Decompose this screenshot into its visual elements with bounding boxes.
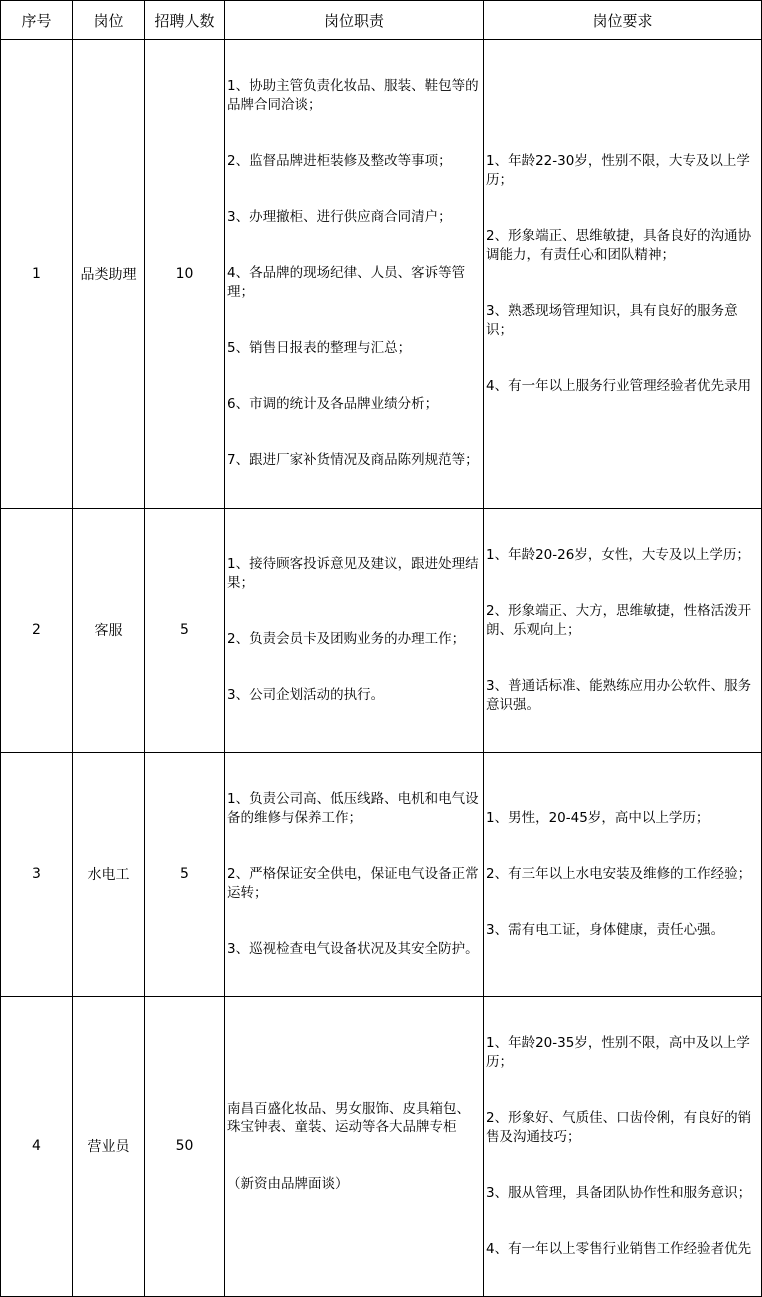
requirement-item: 1、年龄20-35岁，性别不限，高中及以上学历； (486, 1035, 750, 1070)
requirement-item: 1、年龄22-30岁，性别不限，大专及以上学历； (486, 153, 750, 188)
requirement-item: 2、有三年以上水电安装及维修的工作经验； (486, 865, 752, 882)
header-requirements: 岗位要求 (484, 1, 762, 40)
requirement-item: 3、需有电工证，身体健康，责任心强。 (486, 922, 725, 939)
duty-item: 3、巡视检查电气设备状况及其安全防护。 (227, 940, 479, 957)
duty-item: 1、协助主管负责化妆品、服装、鞋包等的品牌合同洽谈； (227, 78, 479, 114)
header-count: 招聘人数 (145, 1, 225, 40)
duty-item: 4、各品牌的现场纪律、人员、客诉等管理； (227, 265, 466, 301)
duty-item: 2、负责会员卡及团购业务的办理工作； (227, 631, 466, 648)
header-duties: 岗位职责 (225, 1, 484, 40)
table-row (1, 508, 762, 752)
cell-position: 品类助理 (73, 40, 145, 509)
cell-duties (225, 752, 484, 996)
duty-item: 1、负责公司高、低压线路、电机和电气设备的维修与保养工作； (227, 791, 479, 826)
table-row (1, 996, 762, 1296)
cell-position: 水电工 (73, 752, 145, 996)
header-position: 岗位 (73, 1, 145, 40)
header-seq: 序号 (1, 1, 73, 40)
header-row (1, 1, 762, 40)
requirement-item: 2、形象端正、思维敏捷，具备良好的沟通协调能力，有责任心和团队精神； (486, 228, 752, 263)
cell-seq: 4 (1, 996, 73, 1296)
duty-item: 南昌百盛化妆品、男女服饰、皮具箱包、珠宝钟表、童装、运动等各大品牌专柜 (227, 1100, 470, 1136)
cell-position: 营业员 (73, 996, 145, 1296)
requirement-item: 1、男性，20-45岁，高中以上学历； (486, 809, 710, 826)
duty-item: 2、监督品牌进柜装修及整改等事项； (227, 153, 452, 170)
table-row (1, 752, 762, 996)
cell-count: 5 (145, 508, 225, 752)
requirement-item: 2、形象端正、大方，思维敏捷，性格活泼开朗、乐观向上； (486, 603, 752, 638)
requirement-item: 4、有一年以上零售行业销售工作经验者优先 (486, 1241, 752, 1257)
table-row (1, 40, 762, 509)
requirement-item: 4、有一年以上服务行业管理经验者优先录用 (486, 377, 752, 394)
requirement-item: 3、熟悉现场管理知识，具有良好的服务意识； (486, 302, 738, 338)
duty-item: 2、严格保证安全供电，保证电气设备正常运转； (227, 865, 479, 901)
requirement-item: 3、普通话标准、能熟练应用办公软件、服务意识强。 (486, 677, 752, 713)
cell-requirements (484, 752, 762, 996)
cell-requirements (484, 40, 762, 509)
duty-item: 3、办理撤柜、进行供应商合同清户； (227, 209, 452, 226)
cell-count: 10 (145, 40, 225, 509)
cell-duties (225, 40, 484, 509)
duty-item: 6、市调的统计及各品牌业绩分析； (227, 396, 439, 413)
duty-item: 5、销售日报表的整理与汇总； (227, 340, 412, 357)
cell-duties (225, 996, 484, 1296)
cell-seq: 2 (1, 508, 73, 752)
cell-duties (225, 508, 484, 752)
cell-count: 5 (145, 752, 225, 996)
cell-requirements (484, 508, 762, 752)
duty-item: 7、跟进厂家补货情况及商品陈列规范等； (227, 452, 479, 469)
requirement-item: 3、服从管理，具备团队协作性和服务意识； (486, 1184, 752, 1201)
requirement-item: 1、年龄20-26岁，女性，大专及以上学历； (486, 546, 750, 563)
cell-count: 50 (145, 996, 225, 1296)
cell-seq: 1 (1, 40, 73, 509)
cell-requirements (484, 996, 762, 1296)
requirement-item: 2、形象好、气质佳、口齿伶俐，有良好的销售及沟通技巧； (486, 1110, 752, 1145)
cell-seq: 3 (1, 752, 73, 996)
cell-position: 客服 (73, 508, 145, 752)
duty-item: （新资由品牌面谈） (227, 1175, 349, 1192)
duty-item: 3、公司企划活动的执行。 (227, 687, 385, 704)
duty-item: 1、接待顾客投诉意见及建议，跟进处理结果； (227, 556, 479, 592)
